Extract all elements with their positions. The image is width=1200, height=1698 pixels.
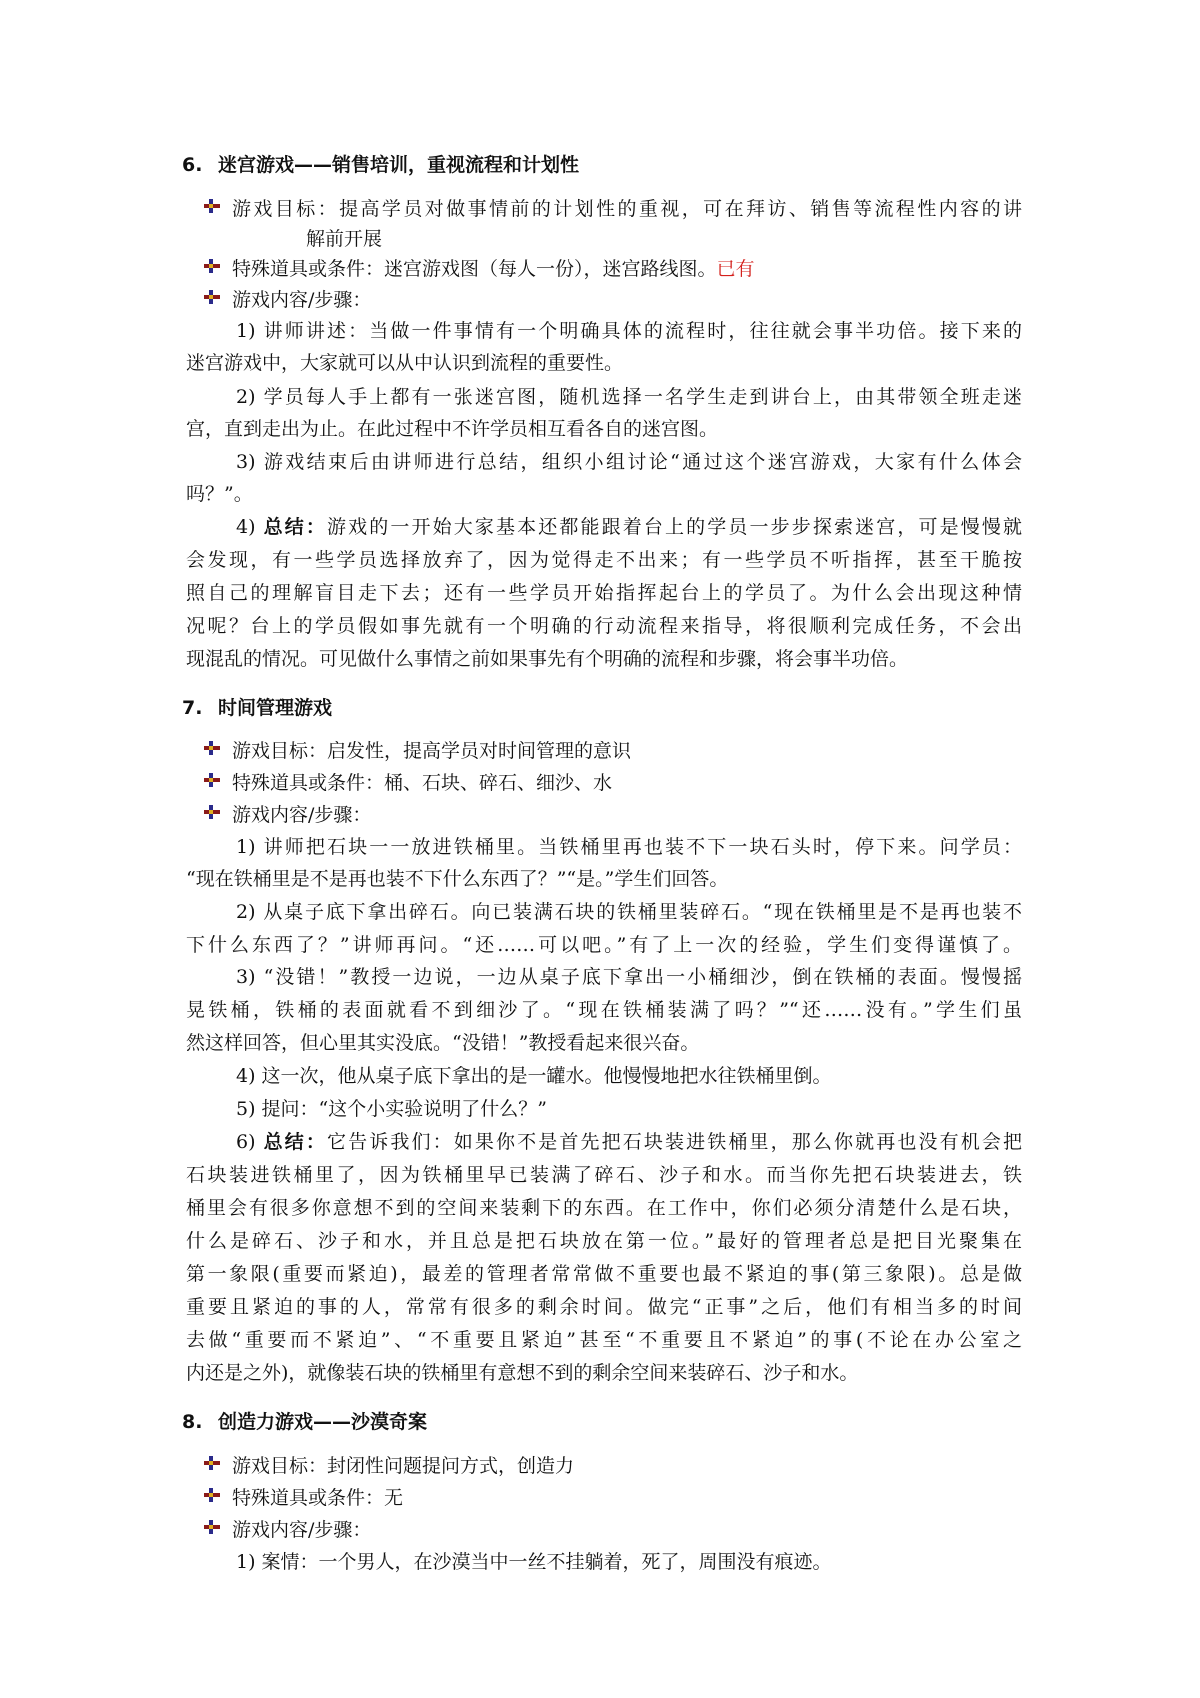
section-7-step-2: 2) 从桌子底下拿出碎石。向已装满石块的铁桶里装碎石。“现在铁桶里是不是再也装不 xyxy=(236,901,1022,923)
section-6-step-1-cont: 迷宫游戏中，大家就可以从中认识到流程的重要性。 xyxy=(186,352,624,374)
section-7-step-6-line-2: 石块装进铁桶里了，因为铁桶里早已装满了碎石、沙子和水。而当你先把石块装进去，铁 xyxy=(186,1164,1022,1186)
section-8-goal: 游戏目标：封闭性问题提问方式，创造力 xyxy=(232,1455,575,1477)
section-6-step-3-cont: 吗？”。 xyxy=(186,483,253,505)
section-6-step-4 xyxy=(236,514,1022,540)
section-6-step-3: 3) 游戏结束后由讲师进行总结，组织小组讨论“通过这个迷宫游戏，大家有什么体会 xyxy=(236,451,1022,473)
section-7-props: 特殊道具或条件：桶、石块、碎石、细沙、水 xyxy=(232,772,613,794)
section-7-step-6-line-7: 去做“重要而不紧迫”、“不重要且紧迫”甚至“不重要且不紧迫”的事(不论在办公室之 xyxy=(186,1329,1022,1351)
section-8-props: 特殊道具或条件：无 xyxy=(232,1487,404,1509)
section-6-content-label: 游戏内容/步骤： xyxy=(232,289,372,311)
section-7-step-1: 1) 讲师把石块一一放进铁桶里。当铁桶里再也装不下一块石头时，停下来。问学员： xyxy=(236,836,1022,858)
props-note: 已有 xyxy=(716,258,755,280)
section-title: 时间管理游戏 xyxy=(218,697,333,719)
bookmark-bullet-icon xyxy=(203,1487,221,1505)
section-6-props xyxy=(232,256,755,282)
section-8-heading xyxy=(182,1407,427,1434)
section-8-step-1: 1) 案情：一个男人，在沙漠当中一丝不挂躺着，死了，周围没有痕迹。 xyxy=(236,1551,832,1573)
section-7-step-1-cont: “现在铁桶里是不是再也装不下什么东西了？”“是。”学生们回答。 xyxy=(186,868,729,890)
section-7-step-6-line-3: 桶里会有很多你意想不到的空间来装剩下的东西。在工作中，你们必须分清楚什么是石块， xyxy=(186,1197,1022,1219)
section-6-step-4-line-4: 况呢？台上的学员假如事先就有一个明确的行动流程来指导，将很顺利完成任务，不会出 xyxy=(186,615,1022,637)
props-text: 特殊道具或条件：迷宫游戏图（每人一份），迷宫路线图。 xyxy=(232,258,717,280)
section-7-content-label: 游戏内容/步骤： xyxy=(232,804,372,826)
summary-label: 总结： xyxy=(263,1131,328,1153)
section-6-goal: 游戏目标：提高学员对做事情前的计划性的重视，可在拜访、销售等流程性内容的讲 xyxy=(232,198,1022,220)
bookmark-bullet-icon xyxy=(203,289,221,307)
section-7-step-6-line-6: 重要且紧迫的事的人，常常有很多的剩余时间。做完“正事”之后，他们有相当多的时间 xyxy=(186,1296,1022,1318)
bookmark-bullet-icon xyxy=(203,740,221,758)
section-6-heading xyxy=(182,150,579,177)
bookmark-bullet-icon xyxy=(203,198,221,216)
section-number: 7. xyxy=(182,697,203,719)
summary-label: 总结： xyxy=(263,516,328,538)
section-7-step-6 xyxy=(236,1129,1022,1155)
bookmark-bullet-icon xyxy=(203,258,221,276)
section-7-step-3-line-2: 晃铁桶，铁桶的表面就看不到细沙了。“现在铁桶装满了吗？”“还……没有。”学生们虽 xyxy=(186,999,1022,1021)
section-6-step-2: 2) 学员每人手上都有一张迷宫图，随机选择一名学生走到讲台上，由其带领全班走迷 xyxy=(236,386,1022,408)
section-6-step-4-line-2: 会发现，有一些学员选择放弃了，因为觉得走不出来；有一些学员不听指挥，甚至干脆按 xyxy=(186,549,1022,571)
step-prefix: 4) xyxy=(236,516,264,538)
bookmark-bullet-icon xyxy=(203,804,221,822)
step-prefix: 6) xyxy=(236,1131,264,1153)
section-6-goal-cont: 解前开展 xyxy=(306,228,383,250)
section-title: 迷宫游戏——销售培训，重视流程和计划性 xyxy=(218,154,580,176)
section-6-step-4-line-3: 照自己的理解盲目走下去；还有一些学员开始指挥起台上的学员了。为什么会出现这种情 xyxy=(186,582,1022,604)
section-7-step-5: 5) 提问：“这个小实验说明了什么？” xyxy=(236,1098,547,1120)
section-8-content-label: 游戏内容/步骤： xyxy=(232,1519,372,1541)
bookmark-bullet-icon xyxy=(203,772,221,790)
section-7-step-6-line-5: 第一象限(重要而紧迫)，最差的管理者常常做不重要也最不紧迫的事(第三象限)。总是做 xyxy=(186,1263,1022,1285)
section-title: 创造力游戏——沙漠奇案 xyxy=(218,1411,428,1433)
summary-text: 它告诉我们：如果你不是首先把石块装进铁桶里，那么你就再也没有机会把 xyxy=(327,1131,1022,1153)
section-6-step-4-line-5: 现混乱的情况。可见做什么事情之前如果事先有个明确的流程和步骤，将会事半功倍。 xyxy=(186,648,909,670)
bookmark-bullet-icon xyxy=(203,1455,221,1473)
section-7-step-6-line-8: 内还是之外)，就像装石块的铁桶里有意想不到的剩余空间来装碎石、沙子和水。 xyxy=(186,1362,859,1384)
section-7-heading xyxy=(182,693,332,720)
bookmark-bullet-icon xyxy=(203,1519,221,1537)
section-7-step-6-line-4: 什么是碎石、沙子和水，并且总是把石块放在第一位。”最好的管理者总是把目光聚集在 xyxy=(186,1230,1022,1252)
section-7-step-4: 4) 这一次，他从桌子底下拿出的是一罐水。他慢慢地把水往铁桶里倒。 xyxy=(236,1065,832,1087)
section-7-goal: 游戏目标：启发性，提高学员对时间管理的意识 xyxy=(232,740,632,762)
section-7-step-3: 3) “没错！”教授一边说，一边从桌子底下拿出一小桶细沙，倒在铁桶的表面。慢慢摇 xyxy=(236,966,1022,988)
summary-text: 游戏的一开始大家基本还都能跟着台上的学员一步步探索迷宫，可是慢慢就 xyxy=(327,516,1022,538)
section-7-step-3-line-3: 然这样回答，但心里其实没底。“没错！”教授看起来很兴奋。 xyxy=(186,1032,700,1054)
section-number: 6. xyxy=(182,154,203,176)
section-6-step-2-cont: 宫，直到走出为止。在此过程中不许学员相互看各自的迷宫图。 xyxy=(186,418,719,440)
section-number: 8. xyxy=(182,1411,203,1433)
section-6-step-1: 1) 讲师讲述：当做一件事情有一个明确具体的流程时，往往就会事半功倍。接下来的 xyxy=(236,320,1022,342)
section-7-step-2-cont: 下什么东西了？”讲师再问。“还……可以吧。”有了上一次的经验，学生们变得谨慎了。 xyxy=(186,934,1022,956)
